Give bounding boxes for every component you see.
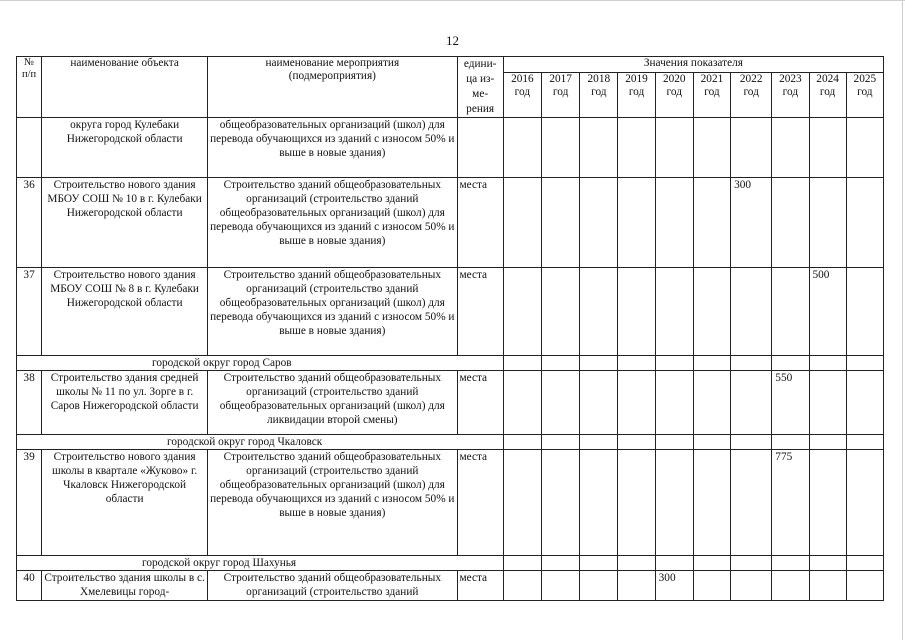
value-cell-2021 — [693, 571, 730, 601]
value-cell-2020 — [655, 178, 693, 268]
value-cell-2016 — [503, 118, 541, 178]
object-name-cell: Строительство здания школы в с. Хмелевицы город- — [42, 571, 208, 601]
header-number: № п/п — [17, 57, 42, 118]
value-cell-2025 — [846, 178, 883, 268]
year-label: 2021 — [700, 73, 724, 85]
year-label: 2023 — [779, 73, 802, 85]
group-row — [17, 356, 884, 371]
value-cell-2020 — [655, 268, 693, 356]
row-number: 36 — [17, 178, 42, 268]
value-cell-2019 — [618, 118, 655, 178]
group-empty-cell — [846, 356, 883, 371]
value-cell-2023 — [772, 268, 809, 356]
value-cell-2017 — [542, 371, 580, 435]
value-cell-2017 — [542, 450, 580, 556]
value-cell-2020 — [655, 371, 693, 435]
value-cell-2021 — [693, 118, 730, 178]
value-cell-2024 — [809, 450, 846, 556]
value-cell-2025 — [846, 118, 883, 178]
value-cell-2022 — [731, 450, 772, 556]
group-empty-cell — [809, 435, 846, 450]
group-heading: городской округ город Саров — [17, 356, 504, 371]
object-name-cell: Строительство здания средней школы № 11 по ул. Зорге в г. Саров Нижегородской области — [42, 371, 208, 435]
value-cell-2024 — [809, 118, 846, 178]
group-empty-cell — [580, 356, 618, 371]
table-row — [17, 178, 884, 268]
value-cell-2018 — [580, 268, 618, 356]
value-cell-2024: 500 — [809, 268, 846, 356]
scan-frame-right — [902, 0, 903, 640]
value-cell-2019 — [618, 268, 655, 356]
group-empty-cell — [618, 556, 655, 571]
year-word: год — [782, 86, 799, 98]
header-year-2020 — [655, 73, 693, 118]
group-empty-cell — [731, 356, 772, 371]
header-activity-name: наименование мероприятия (подмероприятия) — [208, 57, 457, 118]
value-cell-2017 — [542, 118, 580, 178]
group-empty-cell — [846, 435, 883, 450]
year-word: год — [552, 86, 569, 98]
year-word: год — [857, 86, 873, 98]
year-label: 2019 — [625, 73, 648, 85]
group-empty-cell — [542, 556, 580, 571]
group-empty-cell — [846, 556, 883, 571]
group-empty-cell — [503, 435, 541, 450]
year-label: 2020 — [662, 73, 686, 85]
value-cell-2025 — [846, 371, 883, 435]
unit-cell: места — [457, 268, 503, 356]
group-empty-cell — [655, 435, 693, 450]
unit-cell: места — [457, 450, 503, 556]
value-cell-2025 — [846, 571, 883, 601]
year-label: 2018 — [587, 73, 611, 85]
year-word: год — [704, 86, 720, 98]
value-cell-2016 — [503, 178, 541, 268]
value-cell-2018 — [580, 450, 618, 556]
table-row — [17, 450, 884, 556]
year-label: 2025 — [853, 73, 877, 85]
year-word: год — [514, 86, 531, 98]
value-cell-2022 — [731, 371, 772, 435]
value-cell-2022: 300 — [731, 178, 772, 268]
object-name-cell: Строительство нового здания МБОУ СОШ № 8 в г. Кулебаки Нижегородской области — [42, 268, 208, 356]
value-cell-2024 — [809, 371, 846, 435]
group-empty-cell — [580, 556, 618, 571]
header-year-2023 — [772, 73, 809, 118]
value-cell-2019 — [618, 450, 655, 556]
header-year-2018 — [580, 73, 618, 118]
header-values-title: Значения показателя — [503, 57, 883, 73]
table-row — [17, 118, 884, 178]
unit-cell: места — [457, 571, 503, 601]
value-cell-2018 — [580, 571, 618, 601]
group-empty-cell — [693, 356, 730, 371]
header-year-2016 — [503, 73, 541, 118]
value-cell-2020 — [655, 450, 693, 556]
object-name-cell: Строительство нового здания МБОУ СОШ № 10 в г. Кулебаки Нижегородской области — [42, 178, 208, 268]
year-word: год — [628, 86, 645, 98]
row-number — [17, 118, 42, 178]
group-row — [17, 556, 884, 571]
value-cell-2019 — [618, 371, 655, 435]
value-cell-2022 — [731, 571, 772, 601]
activity-name-cell: Строительство зданий общеобразовательных организаций (строительство зданий общеобразовательных организаций (школ) для перевода обучающихся из зданий с износом 50% и выше в новые здания) — [208, 450, 457, 556]
header-year-2025 — [846, 73, 883, 118]
value-cell-2023 — [772, 178, 809, 268]
row-number: 39 — [17, 450, 42, 556]
value-cell-2017 — [542, 268, 580, 356]
activity-name-cell: Строительство зданий общеобразовательных организаций (строительство зданий общеобразовательных организаций (школ) для перевода обучающихся из зданий с износом 50% и выше в новые здания) — [208, 178, 457, 268]
indicators-table — [16, 56, 884, 601]
header-object-name: наименование объекта — [42, 57, 208, 118]
value-cell-2016 — [503, 371, 541, 435]
value-cell-2023: 550 — [772, 371, 809, 435]
unit-cell: места — [457, 178, 503, 268]
value-cell-2018 — [580, 118, 618, 178]
group-empty-cell — [542, 435, 580, 450]
header-year-2017 — [542, 73, 580, 118]
value-cell-2021 — [693, 178, 730, 268]
value-cell-2022 — [731, 118, 772, 178]
value-cell-2023 — [772, 571, 809, 601]
value-cell-2023 — [772, 118, 809, 178]
value-cell-2023: 775 — [772, 450, 809, 556]
header-unit: едини-ца из-ме-рения — [457, 57, 503, 118]
value-cell-2019 — [618, 571, 655, 601]
group-empty-cell — [618, 356, 655, 371]
year-label: 2017 — [549, 73, 572, 85]
year-word: год — [666, 86, 682, 98]
year-label: 2024 — [816, 73, 839, 85]
header-year-2024 — [809, 73, 846, 118]
group-empty-cell — [772, 435, 809, 450]
value-cell-2017 — [542, 178, 580, 268]
table-row — [17, 371, 884, 435]
year-word: год — [819, 86, 836, 98]
table-row — [17, 571, 884, 601]
unit-cell: места — [457, 371, 503, 435]
row-number: 40 — [17, 571, 42, 601]
group-empty-cell — [655, 556, 693, 571]
group-empty-cell — [542, 356, 580, 371]
year-label: 2016 — [511, 73, 534, 85]
group-empty-cell — [809, 556, 846, 571]
value-cell-2020 — [655, 118, 693, 178]
value-cell-2024 — [809, 178, 846, 268]
object-name-cell: округа город Кулебаки Нижегородской области — [42, 118, 208, 178]
group-heading: городской округ город Чкаловск — [17, 435, 504, 450]
group-empty-cell — [655, 356, 693, 371]
value-cell-2025 — [846, 268, 883, 356]
value-cell-2016 — [503, 450, 541, 556]
activity-name-cell: Строительство зданий общеобразовательных организаций (строительство зданий общеобразовательных организаций (школ) для перевода обучающихся из зданий с износом 50% и выше в новые здания) — [208, 268, 457, 356]
group-empty-cell — [693, 556, 730, 571]
activity-name-cell: общеобразовательных организаций (школ) для перевода обучающихся из зданий с износом 50% и выше в новые здания) — [208, 118, 457, 178]
group-row — [17, 435, 884, 450]
year-word: год — [743, 86, 759, 98]
value-cell-2016 — [503, 571, 541, 601]
header-year-2022 — [731, 73, 772, 118]
group-empty-cell — [503, 556, 541, 571]
activity-name-cell: Строительство зданий общеобразовательных организаций (строительство зданий общеобразовательных организаций (школ) для ликвидации второй смены) — [208, 371, 457, 435]
group-heading: городской округ город Шахунья — [17, 556, 504, 571]
object-name-cell: Строительство нового здания школы в квартале «Жуково» г. Чкаловск Нижегородской области — [42, 450, 208, 556]
value-cell-2017 — [542, 571, 580, 601]
value-cell-2020: 300 — [655, 571, 693, 601]
group-empty-cell — [503, 356, 541, 371]
row-number: 37 — [17, 268, 42, 356]
value-cell-2016 — [503, 268, 541, 356]
value-cell-2024 — [809, 571, 846, 601]
group-empty-cell — [772, 356, 809, 371]
activity-name-cell: Строительство зданий общеобразовательных организаций (строительство зданий — [208, 571, 457, 601]
group-empty-cell — [772, 556, 809, 571]
group-empty-cell — [693, 435, 730, 450]
value-cell-2025 — [846, 450, 883, 556]
group-empty-cell — [731, 556, 772, 571]
value-cell-2021 — [693, 371, 730, 435]
group-empty-cell — [731, 435, 772, 450]
row-number: 38 — [17, 371, 42, 435]
value-cell-2018 — [580, 178, 618, 268]
header-year-2019 — [618, 73, 655, 118]
page-number: 12 — [446, 33, 459, 48]
value-cell-2019 — [618, 178, 655, 268]
header-year-2021 — [693, 73, 730, 118]
group-empty-cell — [618, 435, 655, 450]
unit-cell — [457, 118, 503, 178]
table-row — [17, 268, 884, 356]
value-cell-2022 — [731, 268, 772, 356]
year-label: 2022 — [739, 73, 763, 85]
value-cell-2021 — [693, 268, 730, 356]
group-empty-cell — [580, 435, 618, 450]
group-empty-cell — [809, 356, 846, 371]
year-word: год — [591, 86, 607, 98]
value-cell-2021 — [693, 450, 730, 556]
value-cell-2018 — [580, 371, 618, 435]
scan-frame-top — [0, 0, 905, 1]
